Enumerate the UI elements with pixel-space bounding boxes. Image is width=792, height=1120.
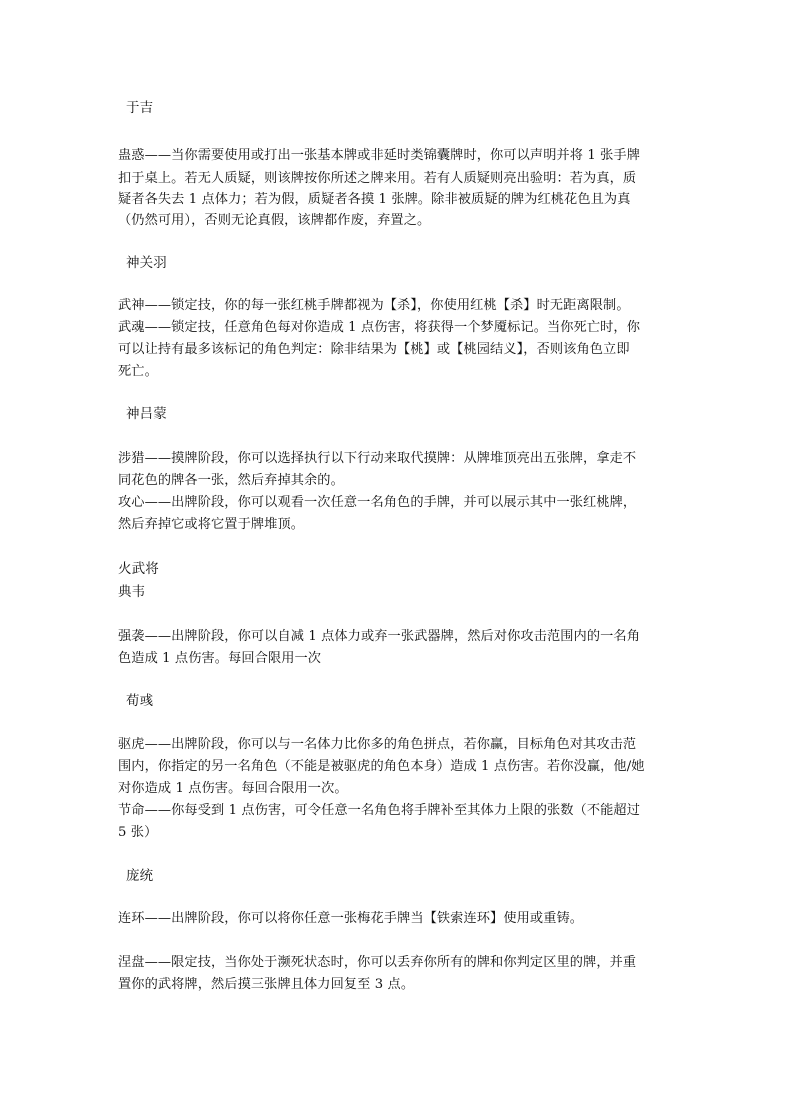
- skill-text-line: 可以让持有最多该标记的角色判定：除非结果为【桃】或【桃园结义】，否则该角色立即: [118, 342, 630, 357]
- skill-text-line: 连环——出牌阶段，你可以将你任意一张梅花手牌当【铁索连环】使用或重铸。: [118, 911, 584, 926]
- section-heading-dianwei: 典韦: [118, 584, 146, 600]
- skill-text-line: 同花色的牌各一张，然后弃掉其余的。: [118, 473, 344, 488]
- skill-text-line: 涅盘——限定技，当你处于濒死状态时，你可以丢弃你所有的牌和你判定区里的牌，并重: [118, 955, 637, 970]
- section-heading-yuji: 于吉: [126, 100, 154, 116]
- skill-text-line: 对你造成 1 点伤害。每回合限用一次。: [118, 781, 348, 796]
- skill-text-line: 扣于桌上。若无人质疑，则该牌按你所述之牌来用。若有人质疑则亮出验明：若为真，质: [118, 171, 637, 186]
- skill-text-line: 涉猎——摸牌阶段，你可以选择执行以下行动来取代摸牌：从牌堆顶亮出五张牌，拿走不: [118, 451, 637, 466]
- skill-text-line: 然后弃掉它或将它置于牌堆顶。: [118, 517, 305, 532]
- skill-text-line: （仍然可用），否则无论真假，该牌都作废，弃置之。: [118, 213, 431, 228]
- section-heading-xunyu: 荀彧: [126, 693, 154, 709]
- skill-text-line: 5 张）: [118, 825, 158, 840]
- skill-text-line: 死亡。: [118, 364, 158, 379]
- skill-text-line: 强袭——出牌阶段，你可以自减 1 点体力或弃一张武器牌，然后对你攻击范围内的一名角: [118, 629, 640, 644]
- skill-text-line: 武神——锁定技，你的每一张红桃手牌都视为【杀】，你使用红桃【杀】时无距离限制。: [118, 298, 630, 313]
- skill-text-line: 节命——你每受到 1 点伤害，可令任意一名角色将手牌补至其体力上限的张数（不能超过: [118, 803, 640, 818]
- skill-text-line: 攻心——出牌阶段，你可以观看一次任意一名角色的手牌，并可以展示其中一张红桃牌，: [118, 495, 637, 510]
- skill-text-line: 置你的武将牌，然后摸三张牌且体力回复至 3 点。: [118, 977, 415, 992]
- skill-text-line: 围内，你指定的另一名角色（不能是被驱虎的角色本身）造成 1 点伤害。若你没赢，他/她: [118, 759, 645, 774]
- skill-text-line: 驱虎——出牌阶段，你可以与一名体力比你多的角色拼点，若你赢，目标角色对其攻击范: [118, 737, 637, 752]
- section-heading-pangtong: 庞统: [126, 868, 154, 884]
- section-heading-shen-guanyu: 神关羽: [126, 255, 167, 271]
- section-heading-shen-lvmeng: 神吕蒙: [126, 406, 167, 422]
- skill-text-line: 武魂——锁定技，任意角色每对你造成 1 点伤害，将获得一个梦魇标记。当你死亡时，你: [118, 320, 640, 335]
- skill-text-line: 色造成 1 点伤害。每回合限用一次: [118, 651, 322, 666]
- skill-text-line: 疑者各失去 1 点体力；若为假，质疑者各摸 1 张牌。除非被质疑的牌为红桃花色且为真: [118, 192, 631, 207]
- skill-text-line: 蛊惑——当你需要使用或打出一张基本牌或非延时类锦囊牌时，你可以声明并将 1 张手牌: [118, 148, 640, 163]
- category-title: 火武将: [118, 561, 159, 577]
